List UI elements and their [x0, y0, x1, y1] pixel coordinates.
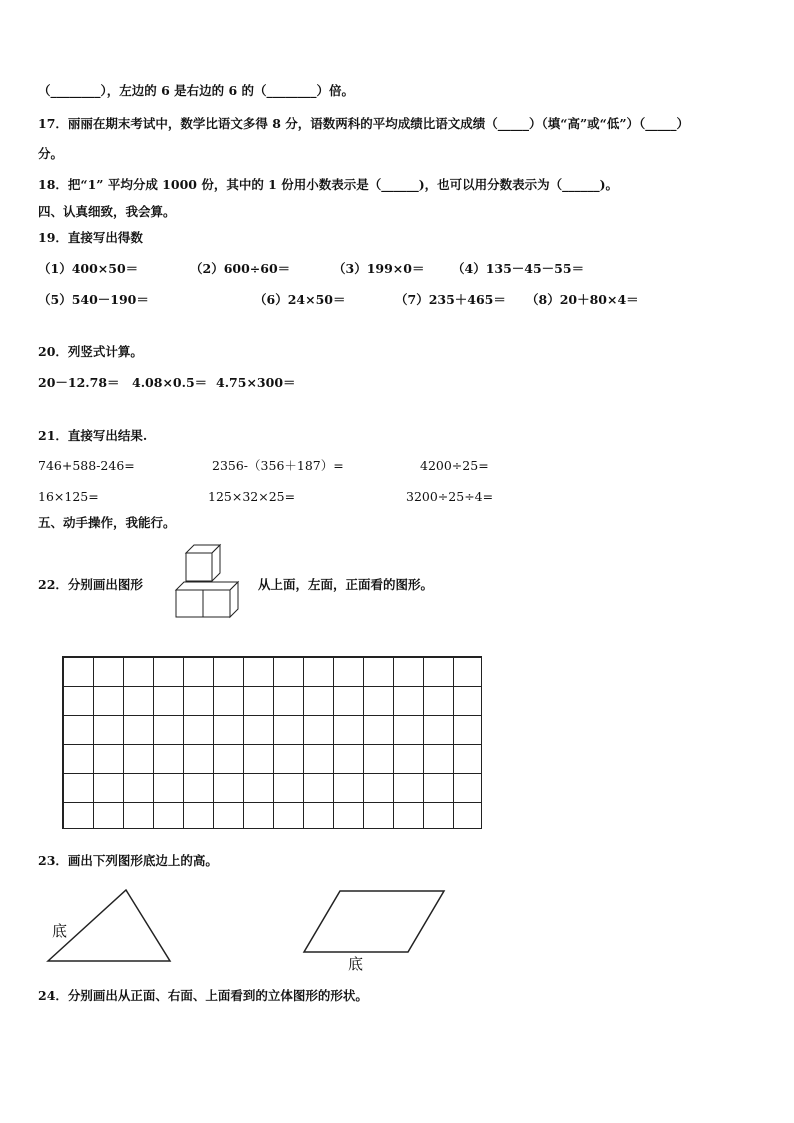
q19-item: （3）199×0＝	[333, 261, 425, 276]
q17-line1: 17．丽丽在期末考试中，数学比语文多得 8 分，语数两科的平均成绩比语文成绩（_____）（填“高”或“低”）（_____）	[38, 116, 690, 131]
q21-item: 746+588-246=	[38, 458, 135, 473]
stacked-cubes-figure	[172, 543, 244, 621]
q21-item: 2356-（356＋187）=	[212, 458, 344, 473]
q19-item: （2）600÷60＝	[190, 261, 291, 276]
q20-title: 20．列竖式计算。	[38, 344, 143, 359]
q19-item: （7）235＋465＝	[395, 292, 506, 307]
q19-title: 19．直接写出得数	[38, 230, 143, 245]
q21-item: 4200÷25=	[420, 458, 489, 473]
parallelogram-figure	[300, 887, 450, 957]
q19-item: （5）540－190＝	[38, 292, 149, 307]
q23-title: 23．画出下列图形底边上的高。	[38, 853, 218, 868]
section-5-heading: 五、动手操作，我能行。	[38, 515, 176, 530]
q16-tail: （________），左边的 6 是右边的 6 的（________）倍。	[38, 83, 355, 98]
q24-title: 24．分别画出从正面、右面、上面看到的立体图形的形状。	[38, 988, 368, 1003]
q20-item: 4.75×300＝	[216, 375, 296, 390]
q21-item: 125×32×25=	[208, 489, 296, 504]
section-4-heading: 四、认真细致，我会算。	[38, 204, 176, 219]
q18: 18．把“1” 平均分成 1000 份，其中的 1 份用小数表示是（______)，也可以用分数表示为（______)。	[38, 177, 619, 192]
q21-item: 16×125=	[38, 489, 99, 504]
q20-item: 4.08×0.5＝	[132, 375, 208, 390]
q19-item: （4）135－45－55＝	[452, 261, 585, 276]
q17-line2: 分。	[38, 146, 64, 161]
drawing-grid[interactable]	[62, 656, 482, 829]
q19-item: （8）20＋80×4＝	[526, 292, 639, 307]
q19-item: （1）400×50＝	[38, 261, 139, 276]
q22-left-text: 22．分别画出图形	[38, 577, 143, 592]
triangle-base-label: 底	[52, 922, 68, 940]
q21-item: 3200÷25÷4=	[406, 489, 494, 504]
q22-right-text: 从上面，左面，正面看的图形。	[258, 577, 434, 592]
q21-title: 21．直接写出结果.	[38, 428, 148, 443]
q19-item: （6）24×50＝	[254, 292, 346, 307]
q20-item: 20－12.78＝	[38, 375, 120, 390]
parallelogram-base-label: 底	[348, 955, 364, 973]
